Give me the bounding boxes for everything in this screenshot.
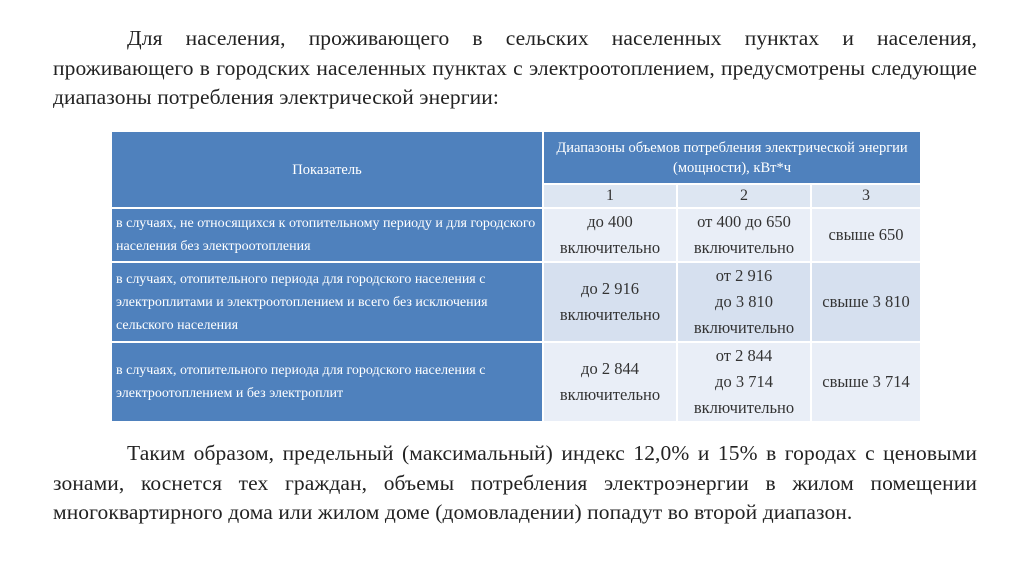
cell-line: до 400 <box>587 212 633 231</box>
cell-line: до 2 844 <box>581 359 639 378</box>
cell-line: включительно <box>693 318 795 337</box>
cell-line: до 2 916 <box>581 279 639 298</box>
range1-value <box>543 208 677 262</box>
cell-line: от 2 844 <box>715 346 773 365</box>
table-row <box>111 208 921 262</box>
cell-line: включительно <box>693 238 795 257</box>
cell-line: от 400 до 650 <box>697 212 791 231</box>
cell-line: от 2 916 <box>715 266 773 285</box>
range-number-2: 2 <box>677 184 811 208</box>
cell-line: включительно <box>559 385 661 404</box>
range3-value: свыше 3 714 <box>811 342 921 422</box>
consumption-ranges-table <box>110 130 922 423</box>
range2-value <box>677 208 811 262</box>
header-indicator: Показатель <box>111 131 543 208</box>
table-row <box>111 342 921 422</box>
range-number-1: 1 <box>543 184 677 208</box>
intro-paragraph <box>53 24 977 113</box>
header-ranges: Диапазоны объемов потребления электрической энергии (мощности), кВт*ч <box>543 131 921 184</box>
range3-value: свыше 3 810 <box>811 262 921 342</box>
table-row <box>111 262 921 342</box>
cell-line: до 3 714 <box>715 372 773 391</box>
row-label: в случаях, не относящихся к отопительному периоду и для городского населения без электроотопления <box>111 208 543 262</box>
cell-line: до 3 810 <box>715 292 773 311</box>
intro-text: Для населения, проживающего в сельских населенных пунктах и населения, проживающего в городских населенных пунктах с электроотоплением, предусмотрены следующие диапазоны потребления электрической энергии: <box>53 26 977 109</box>
range2-value <box>677 262 811 342</box>
conclusion-paragraph <box>53 439 977 528</box>
range2-value <box>677 342 811 422</box>
range1-value <box>543 342 677 422</box>
cell-line: включительно <box>559 238 661 257</box>
conclusion-text: Таким образом, предельный (максимальный) индекс 12,0% и 15% в городах с ценовыми зонами, коснется тех граждан, объемы потребления электроэнергии в жилом помещении многоквартирного дома или жилом доме (домовладении) попадут во второй диапазон. <box>53 441 977 524</box>
range3-value: свыше 650 <box>811 208 921 262</box>
range1-value <box>543 262 677 342</box>
range-number-3: 3 <box>811 184 921 208</box>
row-label: в случаях, отопительного периода для городского населения с электроотоплением и без электроплит <box>111 342 543 422</box>
cell-line: включительно <box>693 398 795 417</box>
cell-line: включительно <box>559 305 661 324</box>
row-label: в случаях, отопительного периода для городского населения с электроплитами и электроотоплением и всего без исключения сельского населения <box>111 262 543 342</box>
